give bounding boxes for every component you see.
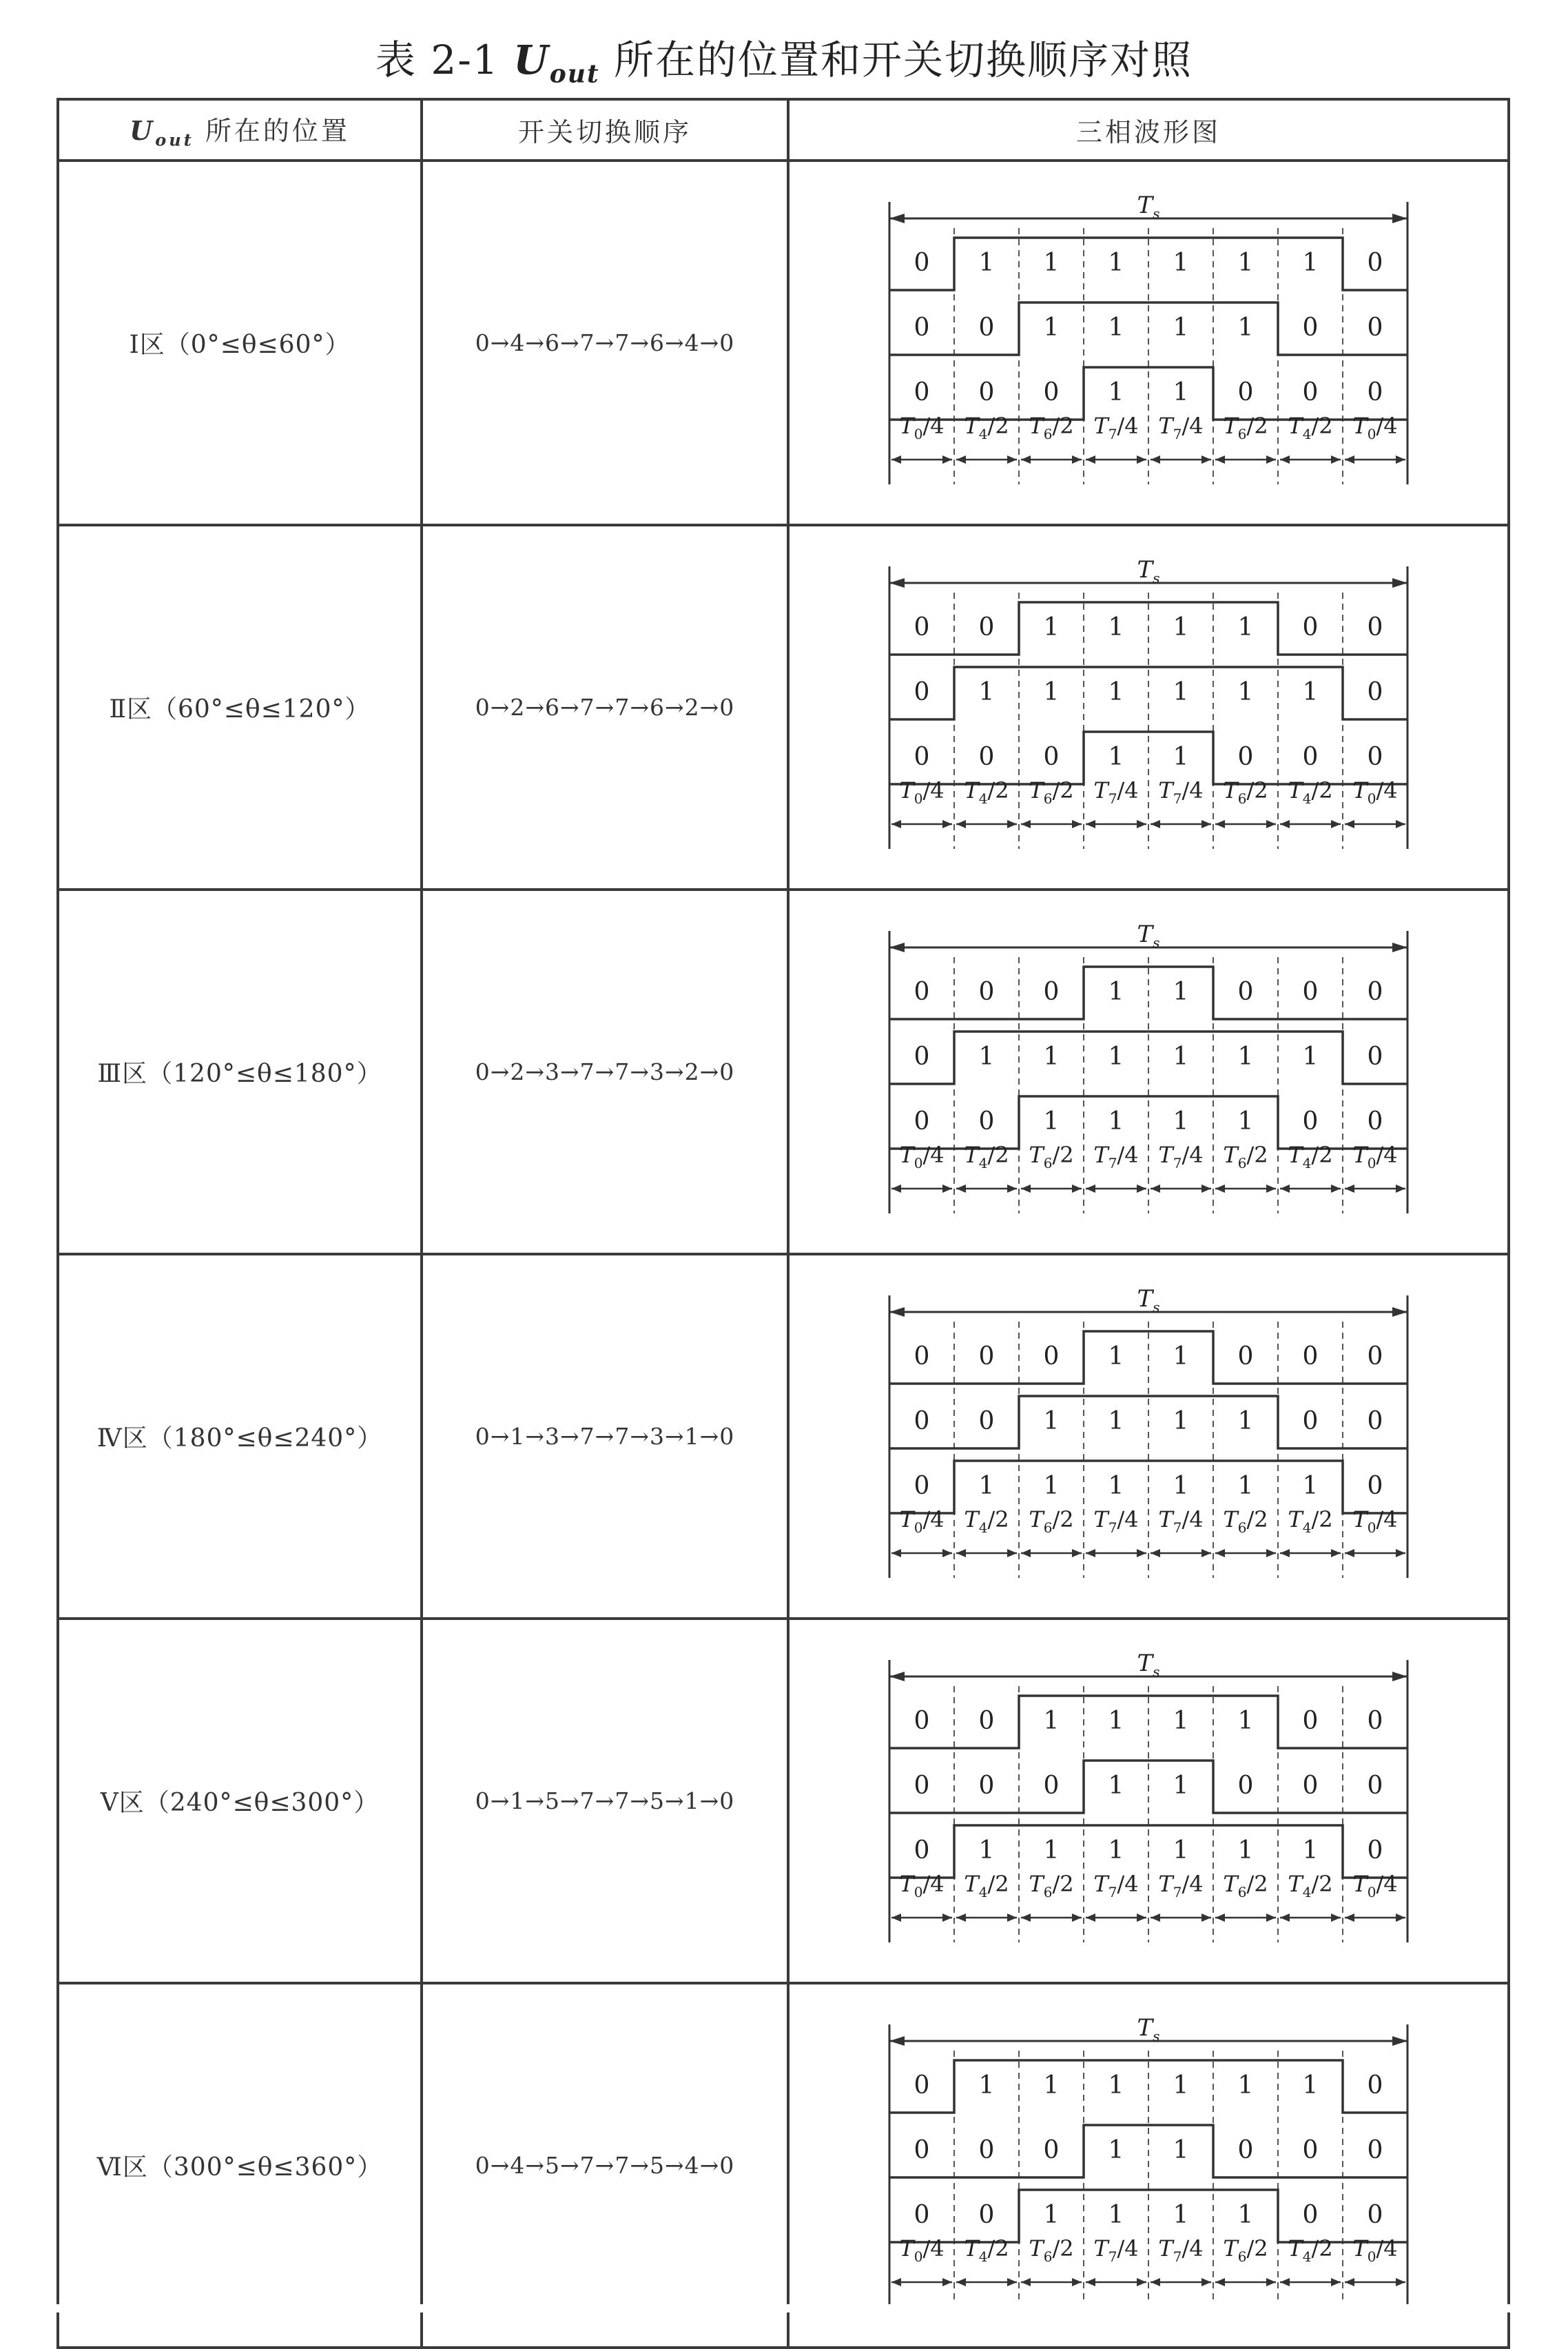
table-row <box>58 890 1509 1254</box>
sector-position: Ⅵ区（300°≤θ≤360°） <box>58 1983 422 2348</box>
time-slot-label: $T_4/2$ <box>1288 777 1333 807</box>
switch-state-value: 0 <box>1043 977 1060 1006</box>
time-slot-label: $T_0/4$ <box>1352 777 1398 807</box>
switch-state-value: 0 <box>1302 378 1319 407</box>
switch-state-value: 0 <box>914 1107 930 1136</box>
switch-state-value: 1 <box>1237 1107 1254 1136</box>
time-slot-label: $T_0/4$ <box>899 1506 945 1536</box>
time-slot-label: $T_6/2$ <box>1223 2235 1268 2265</box>
waveform-diagram <box>880 1289 1417 1585</box>
switch-state-value: 1 <box>1043 2200 1060 2229</box>
period-label: $T_s$ <box>1137 2017 1160 2044</box>
switch-state-value: 1 <box>978 677 995 706</box>
time-slot-label: $T_0/4$ <box>899 777 945 807</box>
switch-state-value: 0 <box>1237 1342 1254 1371</box>
caption-symbol: $U_{out}$ <box>513 37 600 89</box>
switch-state-value: 0 <box>1302 2135 1319 2164</box>
switching-sequence: 0→1→3→7→7→3→1→0 <box>422 1254 788 1619</box>
switch-state-value: 1 <box>1173 613 1189 642</box>
switch-state-value: 1 <box>1173 2071 1189 2100</box>
time-slot-label: $T_4/2$ <box>1288 1870 1333 1900</box>
switch-state-value: 1 <box>978 1471 995 1500</box>
period-label: $T_s$ <box>1137 559 1160 586</box>
time-slot-label: $T_7/4$ <box>1093 777 1139 807</box>
switch-state-value: 1 <box>1043 1836 1060 1865</box>
switch-state-value: 0 <box>914 2071 930 2100</box>
switch-state-value: 0 <box>1043 378 1060 407</box>
switch-state-value: 0 <box>1302 613 1319 642</box>
waveform-diagram <box>880 560 1417 856</box>
switch-state-value: 1 <box>1108 248 1124 277</box>
time-slot-label: $T_7/4$ <box>1158 1141 1204 1171</box>
switch-state-value: 1 <box>1043 1107 1060 1136</box>
period-label: $T_s$ <box>1137 1288 1160 1315</box>
switch-state-value: 1 <box>1237 248 1254 277</box>
switch-state-value: 0 <box>914 1342 930 1371</box>
switch-state-value: 0 <box>914 1471 930 1500</box>
switch-state-value: 0 <box>1367 248 1383 277</box>
sector-position: Ⅳ区（180°≤θ≤240°） <box>58 1254 422 1619</box>
waveform-diagram <box>880 2018 1417 2314</box>
time-slot-label: $T_7/4$ <box>1158 1506 1204 1536</box>
time-slot-label: $T_7/4$ <box>1093 1141 1139 1171</box>
time-slot-label: $T_6/2$ <box>1029 1870 1074 1900</box>
table-row <box>58 1983 1509 2348</box>
switch-state-value: 1 <box>1173 378 1189 407</box>
switch-state-value: 1 <box>1043 1406 1060 1435</box>
time-slot-label: $T_4/2$ <box>1288 412 1333 442</box>
switch-state-value: 1 <box>1173 1706 1189 1735</box>
switch-state-value: 1 <box>1108 313 1124 342</box>
switch-state-value: 0 <box>1237 378 1254 407</box>
three-phase-waveform <box>788 1254 1509 1619</box>
switch-state-value: 0 <box>1367 977 1383 1006</box>
switch-state-value: 1 <box>1173 977 1189 1006</box>
time-slot-label: $T_0/4$ <box>899 1870 945 1900</box>
time-slot-label: $T_7/4$ <box>1093 2235 1139 2265</box>
header-waveform: 三相波形图 <box>788 99 1509 161</box>
time-slot-label: $T_6/2$ <box>1223 1870 1268 1900</box>
caption-prefix: 表 2-1 <box>375 37 514 83</box>
time-slot-label: $T_6/2$ <box>1223 412 1268 442</box>
time-slot-label: $T_0/4$ <box>899 2235 945 2265</box>
three-phase-waveform <box>788 1619 1509 1983</box>
time-slot-label: $T_4/2$ <box>964 1506 1009 1536</box>
switch-state-value: 0 <box>978 1706 995 1735</box>
switch-state-value: 1 <box>1043 1706 1060 1735</box>
sector-position: Ⅱ区（60°≤θ≤120°） <box>58 525 422 890</box>
switching-sequence: 0→1→5→7→7→5→1→0 <box>422 1619 788 1983</box>
table-row <box>58 1254 1509 1619</box>
three-phase-waveform <box>788 161 1509 525</box>
three-phase-waveform <box>788 525 1509 890</box>
switch-state-value: 1 <box>1173 1836 1189 1865</box>
switch-state-value: 1 <box>1043 248 1060 277</box>
time-slot-label: $T_0/4$ <box>1352 1870 1398 1900</box>
switch-state-value: 1 <box>1173 1406 1189 1435</box>
switch-state-value: 1 <box>1108 1342 1124 1371</box>
switch-state-value: 0 <box>1367 613 1383 642</box>
sector-position: Ⅰ区（0°≤θ≤60°） <box>58 161 422 525</box>
switch-state-value: 1 <box>978 1836 995 1865</box>
switch-state-value: 0 <box>914 1042 930 1071</box>
switch-state-value: 1 <box>1108 1771 1124 1800</box>
switch-state-value: 1 <box>1302 677 1319 706</box>
switch-state-value: 1 <box>1237 2200 1254 2229</box>
switch-state-value: 0 <box>978 1771 995 1800</box>
switch-state-value: 1 <box>1108 1471 1124 1500</box>
switch-state-value: 1 <box>1237 613 1254 642</box>
period-label: $T_s$ <box>1137 1652 1160 1680</box>
switch-state-value: 0 <box>1367 313 1383 342</box>
time-slot-label: $T_4/2$ <box>964 2235 1009 2265</box>
switch-state-value: 0 <box>914 248 930 277</box>
time-slot-label: $T_6/2$ <box>1223 1141 1268 1171</box>
time-slot-label: $T_0/4$ <box>899 412 945 442</box>
switch-state-value: 1 <box>1108 2200 1124 2229</box>
switch-state-value: 0 <box>914 677 930 706</box>
switch-state-value: 1 <box>978 2071 995 2100</box>
switch-state-value: 0 <box>1302 742 1319 771</box>
time-slot-label: $T_7/4$ <box>1093 412 1139 442</box>
switch-state-value: 0 <box>1043 1771 1060 1800</box>
time-slot-label: $T_6/2$ <box>1029 777 1074 807</box>
switch-state-value: 1 <box>1302 1042 1319 1071</box>
switch-state-value: 0 <box>1367 1042 1383 1071</box>
switch-state-value: 1 <box>1173 2135 1189 2164</box>
switch-state-value: 1 <box>1043 613 1060 642</box>
time-slot-label: $T_7/4$ <box>1158 2235 1204 2265</box>
switch-state-value: 0 <box>1237 977 1254 1006</box>
switching-sequence: 0→4→5→7→7→5→4→0 <box>422 1983 788 2348</box>
switch-state-value: 1 <box>1302 2071 1319 2100</box>
switch-state-value: 0 <box>914 313 930 342</box>
switch-state-value: 1 <box>1108 1706 1124 1735</box>
switch-state-value: 0 <box>1237 1771 1254 1800</box>
switch-state-value: 1 <box>1173 1771 1189 1800</box>
page-edge <box>0 2304 1568 2312</box>
switch-state-value: 1 <box>978 248 995 277</box>
time-slot-label: $T_7/4$ <box>1158 777 1204 807</box>
switch-state-value: 0 <box>1367 1471 1383 1500</box>
switch-state-value: 0 <box>978 742 995 771</box>
table-row <box>58 525 1509 890</box>
switch-state-value: 0 <box>1043 1342 1060 1371</box>
time-slot-label: $T_4/2$ <box>1288 1506 1333 1536</box>
header-position: $U_{out}$ 所在的位置 <box>58 99 422 161</box>
waveform-diagram <box>880 1653 1417 1949</box>
three-phase-waveform <box>788 1983 1509 2348</box>
time-slot-label: $T_4/2$ <box>964 412 1009 442</box>
time-slot-label: $T_4/2$ <box>964 777 1009 807</box>
switch-state-value: 0 <box>914 1706 930 1735</box>
switch-state-value: 0 <box>914 1771 930 1800</box>
switch-state-value: 1 <box>1173 677 1189 706</box>
switch-state-value: 0 <box>1367 1107 1383 1136</box>
switch-state-value: 1 <box>1237 1042 1254 1071</box>
time-slot-label: $T_4/2$ <box>1288 1141 1333 1171</box>
switch-state-value: 0 <box>914 2135 930 2164</box>
switch-state-value: 0 <box>1302 977 1319 1006</box>
switch-state-value: 1 <box>1173 1107 1189 1136</box>
period-label: $T_s$ <box>1137 194 1160 222</box>
switch-state-value: 1 <box>1173 1342 1189 1371</box>
switch-state-value: 1 <box>1302 1471 1319 1500</box>
switch-state-value: 1 <box>1043 1471 1060 1500</box>
time-slot-label: $T_7/4$ <box>1093 1506 1139 1536</box>
switch-state-value: 1 <box>1108 613 1124 642</box>
switch-state-value: 0 <box>1367 1836 1383 1865</box>
switch-state-value: 0 <box>1302 1406 1319 1435</box>
switch-state-value: 0 <box>1367 378 1383 407</box>
switch-state-value: 0 <box>1367 2200 1383 2229</box>
switch-state-value: 0 <box>914 378 930 407</box>
switch-state-value: 0 <box>978 1406 995 1435</box>
switch-state-value: 0 <box>914 977 930 1006</box>
time-slot-label: $T_6/2$ <box>1029 1141 1074 1171</box>
switch-state-value: 0 <box>1043 742 1060 771</box>
switch-state-value: 1 <box>1173 1042 1189 1071</box>
switch-state-value: 1 <box>1108 1107 1124 1136</box>
period-label: $T_s$ <box>1137 923 1160 951</box>
time-slot-label: $T_0/4$ <box>1352 412 1398 442</box>
switch-state-value: 0 <box>978 313 995 342</box>
table-row <box>58 1619 1509 1983</box>
switch-state-value: 1 <box>1108 977 1124 1006</box>
time-slot-label: $T_6/2$ <box>1223 1506 1268 1536</box>
time-slot-label: $T_4/2$ <box>964 1870 1009 1900</box>
time-slot-label: $T_4/2$ <box>964 1141 1009 1171</box>
table-header-row <box>58 99 1509 161</box>
switch-state-value: 1 <box>1237 313 1254 342</box>
time-slot-label: $T_7/4$ <box>1158 1870 1204 1900</box>
table-caption <box>0 28 1568 89</box>
switch-state-value: 1 <box>1173 2200 1189 2229</box>
switch-state-value: 0 <box>978 2135 995 2164</box>
switch-state-value: 0 <box>1302 1107 1319 1136</box>
switch-state-value: 1 <box>978 1042 995 1071</box>
time-slot-label: $T_6/2$ <box>1223 777 1268 807</box>
switch-state-value: 1 <box>1108 2135 1124 2164</box>
caption-suffix: 所在的位置和开关切换顺序对照 <box>599 37 1193 83</box>
switch-state-value: 0 <box>978 977 995 1006</box>
switch-state-value: 0 <box>978 2200 995 2229</box>
switch-state-value: 0 <box>1302 2200 1319 2229</box>
switch-state-value: 0 <box>914 1406 930 1435</box>
switch-state-value: 1 <box>1108 1406 1124 1435</box>
switch-state-value: 0 <box>1367 1342 1383 1371</box>
switch-state-value: 1 <box>1302 1836 1319 1865</box>
switch-state-value: 0 <box>1367 677 1383 706</box>
time-slot-label: $T_6/2$ <box>1029 1506 1074 1536</box>
switch-state-value: 0 <box>978 613 995 642</box>
switch-state-value: 1 <box>1237 677 1254 706</box>
time-slot-label: $T_0/4$ <box>1352 1141 1398 1171</box>
time-slot-label: $T_6/2$ <box>1029 2235 1074 2265</box>
switch-state-value: 0 <box>1043 2135 1060 2164</box>
switch-state-value: 0 <box>914 2200 930 2229</box>
header-sequence: 开关切换顺序 <box>422 99 788 161</box>
switch-state-value: 0 <box>1302 1342 1319 1371</box>
switch-state-value: 1 <box>1043 677 1060 706</box>
switch-state-value: 1 <box>1108 1836 1124 1865</box>
table-row <box>58 161 1509 525</box>
switch-state-value: 0 <box>1367 1771 1383 1800</box>
switch-state-value: 1 <box>1302 248 1319 277</box>
switch-state-value: 1 <box>1108 677 1124 706</box>
switch-state-value: 0 <box>914 1836 930 1865</box>
switch-state-value: 0 <box>1367 2071 1383 2100</box>
switching-sequence: 0→4→6→7→7→6→4→0 <box>422 161 788 525</box>
switch-state-value: 0 <box>1367 2135 1383 2164</box>
switch-state-value: 1 <box>1043 1042 1060 1071</box>
switching-table <box>56 98 1510 2349</box>
sector-position: Ⅲ区（120°≤θ≤180°） <box>58 890 422 1254</box>
switch-state-value: 1 <box>1108 378 1124 407</box>
switch-state-value: 1 <box>1108 2071 1124 2100</box>
switch-state-value: 1 <box>1237 1836 1254 1865</box>
switch-state-value: 0 <box>1302 313 1319 342</box>
waveform-diagram <box>880 924 1417 1220</box>
three-phase-waveform <box>788 890 1509 1254</box>
time-slot-label: $T_0/4$ <box>1352 2235 1398 2265</box>
switch-state-value: 0 <box>978 378 995 407</box>
switch-state-value: 1 <box>1237 1471 1254 1500</box>
switch-state-value: 0 <box>1367 1406 1383 1435</box>
switching-sequence: 0→2→6→7→7→6→2→0 <box>422 525 788 890</box>
switch-state-value: 0 <box>1237 2135 1254 2164</box>
waveform-diagram <box>880 195 1417 491</box>
switch-state-value: 0 <box>978 1342 995 1371</box>
switch-state-value: 1 <box>1237 1706 1254 1735</box>
switch-state-value: 1 <box>1173 313 1189 342</box>
time-slot-label: $T_0/4$ <box>1352 1506 1398 1536</box>
switch-state-value: 1 <box>1043 313 1060 342</box>
switch-state-value: 1 <box>1237 2071 1254 2100</box>
switch-state-value: 0 <box>1302 1771 1319 1800</box>
switch-state-value: 0 <box>1237 742 1254 771</box>
time-slot-label: $T_7/4$ <box>1158 412 1204 442</box>
switch-state-value: 1 <box>1173 1471 1189 1500</box>
time-slot-label: $T_4/2$ <box>1288 2235 1333 2265</box>
time-slot-label: $T_6/2$ <box>1029 412 1074 442</box>
switch-state-value: 1 <box>1043 2071 1060 2100</box>
switch-state-value: 0 <box>1367 1706 1383 1735</box>
switch-state-value: 0 <box>914 613 930 642</box>
switch-state-value: 0 <box>1367 742 1383 771</box>
switch-state-value: 1 <box>1237 1406 1254 1435</box>
switch-state-value: 0 <box>978 1107 995 1136</box>
switch-state-value: 1 <box>1173 248 1189 277</box>
switch-state-value: 1 <box>1108 1042 1124 1071</box>
switch-state-value: 0 <box>914 742 930 771</box>
time-slot-label: $T_7/4$ <box>1093 1870 1139 1900</box>
sector-position: Ⅴ区（240°≤θ≤300°） <box>58 1619 422 1983</box>
switching-sequence: 0→2→3→7→7→3→2→0 <box>422 890 788 1254</box>
switch-state-value: 0 <box>1302 1706 1319 1735</box>
time-slot-label: $T_0/4$ <box>899 1141 945 1171</box>
switch-state-value: 1 <box>1173 742 1189 771</box>
switch-state-value: 1 <box>1108 742 1124 771</box>
